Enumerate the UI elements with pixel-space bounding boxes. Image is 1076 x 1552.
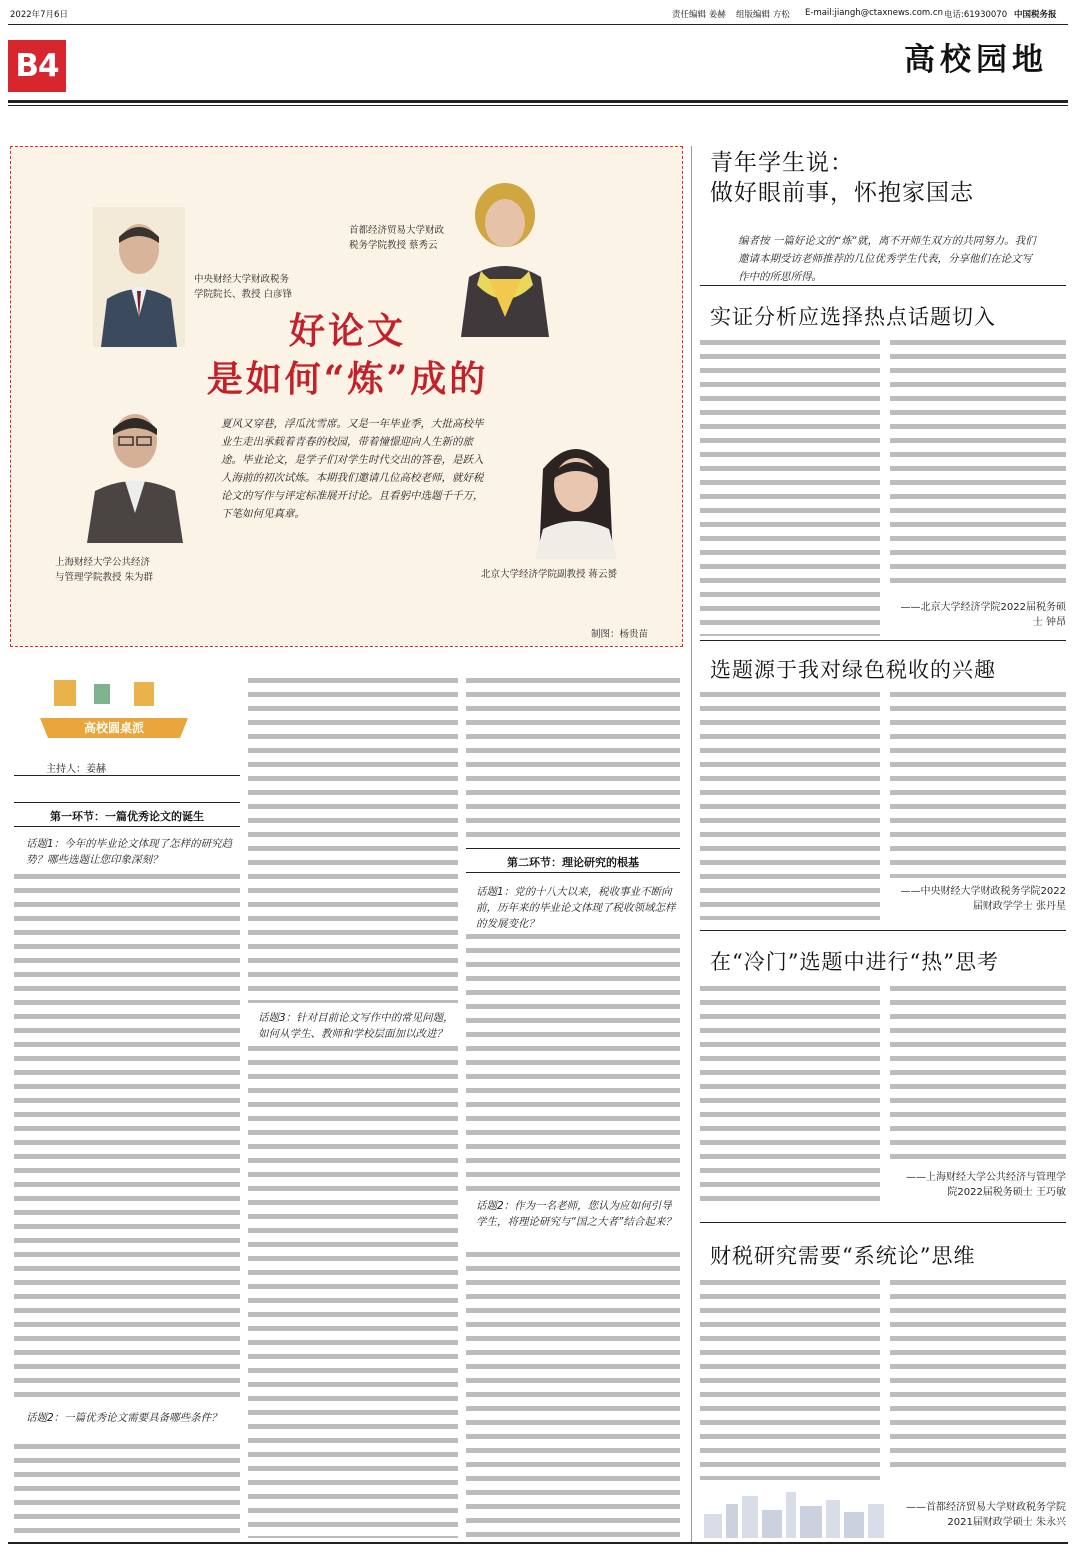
question-3: 话题3：针对目前论文写作中的常见问题，如何从学生、教师和学校层面加以改进？ — [258, 1012, 454, 1040]
host: 主持人：姜赫 — [46, 764, 106, 775]
article-3-text-col-1 — [700, 986, 880, 1202]
expert-2-title: 税务学院教授 蔡秀云 — [349, 240, 438, 251]
article-4-text-col-1 — [700, 1280, 880, 1480]
article-2-text-col-1 — [700, 692, 880, 920]
right-main-title-line-1: 青年学生说： — [710, 150, 854, 176]
masthead-rule-thin — [8, 105, 1068, 106]
article-1-text-col-1 — [700, 340, 880, 636]
headline-line-2: 是如何“炼”成的 — [206, 358, 489, 400]
article-2-text-col-2 — [890, 692, 1066, 878]
editor-note-rule — [700, 285, 1066, 286]
right-main-title — [710, 148, 974, 208]
roundtable-banner-label: 高校圆桌派 — [83, 721, 144, 735]
article-2-title: 选题源于我对绿色税收的兴趣 — [710, 658, 996, 682]
expert-1-title: 学院院长、教授 白彦锋 — [194, 289, 293, 300]
expert-3-caption — [55, 555, 153, 585]
round-1-rule-bottom — [14, 826, 240, 827]
expert-1-org: 中央财经大学财政税务 — [194, 274, 290, 285]
round-2-rule-top — [466, 848, 680, 849]
column-2-body-text — [248, 678, 458, 1003]
illustration-credit: 制图：杨贵苗 — [591, 629, 649, 640]
expert-3-org: 上海财经大学公共经济 — [55, 557, 151, 568]
expert-3-title: 与管理学院教授 朱为群 — [55, 572, 154, 583]
question-4: 话题1：党的十八大以来，税收事业不断向前，历年来的毕业论文体现了税收领域怎样的发展变化？ — [476, 886, 676, 930]
article-1-rule — [700, 640, 1066, 641]
column-3-body-text-3 — [466, 1252, 680, 1538]
page-number: B4 — [8, 40, 66, 92]
masthead-rule — [8, 100, 1068, 103]
column-3-body-text-2 — [466, 934, 680, 1192]
column-1-body-text-2 — [14, 1444, 240, 1538]
section-title: 高校园地 — [904, 42, 1048, 78]
host-rule — [14, 775, 240, 776]
right-main-title-line-2: 做好眼前事，怀抱家国志 — [710, 180, 974, 206]
article-1-text-col-2 — [890, 340, 1066, 592]
column-1-body-text — [14, 874, 240, 1402]
expert-2-org: 首都经济贸易大学财政 — [349, 225, 445, 236]
round-2-title: 第二环节：理论研究的根基 — [507, 856, 639, 869]
article-3-text-col-2 — [890, 986, 1066, 1162]
phone: 电话:61930070 — [944, 10, 1008, 20]
article-4-signature: ——首都经济贸易大学财政税务学院2021届财政学硕士 朱永兴 — [906, 1502, 1066, 1528]
feature-intro: 夏风又穿巷，浮瓜沈雪席。又是一年毕业季，大批高校毕业生走出承载着青春的校园，带着憧憬迎向人生新的旅途。毕业论文，是学子们对学生时代交出的答卷，是跃入人海前的初次试炼。本期我们邀请几位高校老师，就好税论文的写作与评定标准展开讨论。且看躬中选题千千万，下笔如何见真章。 — [221, 418, 484, 520]
article-2-signature: ——中央财经大学财政税务学院2022届财政学学士 张丹星 — [900, 886, 1066, 912]
question-1: 话题1：今年的毕业论文体现了怎样的研究趋势？哪些选题让您印象深刻？ — [26, 838, 233, 866]
article-3-signature: ——上海财经大学公共经济与管理学院2022届税务硕士 王巧敏 — [906, 1172, 1066, 1198]
issue-date: 2022年7月6日 — [10, 10, 68, 20]
headline-line-1: 好论文 — [288, 310, 406, 352]
article-3-rule — [700, 1222, 1066, 1223]
article-4-title: 财税研究需要“系统论”思维 — [710, 1244, 976, 1268]
expert-4-caption: 北京大学经济学院副教授 蒋云赟 — [481, 569, 618, 580]
expert-1-caption — [194, 272, 292, 302]
portrait-jiang-yunyun — [521, 429, 631, 559]
article-1-signature: ——北京大学经济学院2022届税务硕士 钟昂 — [900, 602, 1066, 628]
feature-panel — [10, 146, 683, 647]
round-1-title: 第一环节：一篇优秀论文的诞生 — [50, 810, 204, 823]
expert-2-caption — [349, 223, 444, 253]
article-3-title: 在“冷门”选题中进行“热”思考 — [710, 950, 999, 974]
portrait-zhu-weiqun — [81, 393, 189, 543]
article-1-title: 实证分析应选择热点话题切入 — [710, 305, 996, 329]
round-1-rule-top — [14, 802, 240, 803]
paper-name: 中国税务报 — [1014, 10, 1057, 20]
question-5: 话题2：作为一名老师，您认为应如何引导学生，将理论研究与“国之大者”结合起来？ — [476, 1200, 676, 1228]
skyline-illustration — [700, 1486, 890, 1538]
round-1-heading — [14, 808, 240, 824]
question-2: 话题2：一篇优秀论文需要具备哪些条件？ — [26, 1412, 222, 1424]
article-4-text-col-2 — [890, 1280, 1066, 1476]
column-2-body-text-2 — [248, 1046, 458, 1538]
round-2-rule-bottom — [466, 872, 680, 873]
feature-headline — [11, 307, 684, 403]
roundtable-banner — [34, 678, 194, 740]
email: E-mail:jiangh@ctaxnews.com.cn — [805, 8, 943, 18]
footer-rule — [8, 1542, 1068, 1544]
editor-note: 编者按 一篇好论文的“炼”就，离不开师生双方的共同努力。我们邀请本期受访老师推荐的几位优秀学生代表，分享他们在论文写作中的所思所得。 — [738, 235, 1036, 283]
layout-editor: 组版编辑 方松 — [736, 10, 790, 20]
header-rule — [8, 24, 1068, 25]
column-3-body-text — [466, 678, 680, 838]
editor: 责任编辑 姜赫 — [672, 10, 726, 20]
article-2-rule — [700, 930, 1066, 931]
column-divider — [691, 146, 692, 1542]
